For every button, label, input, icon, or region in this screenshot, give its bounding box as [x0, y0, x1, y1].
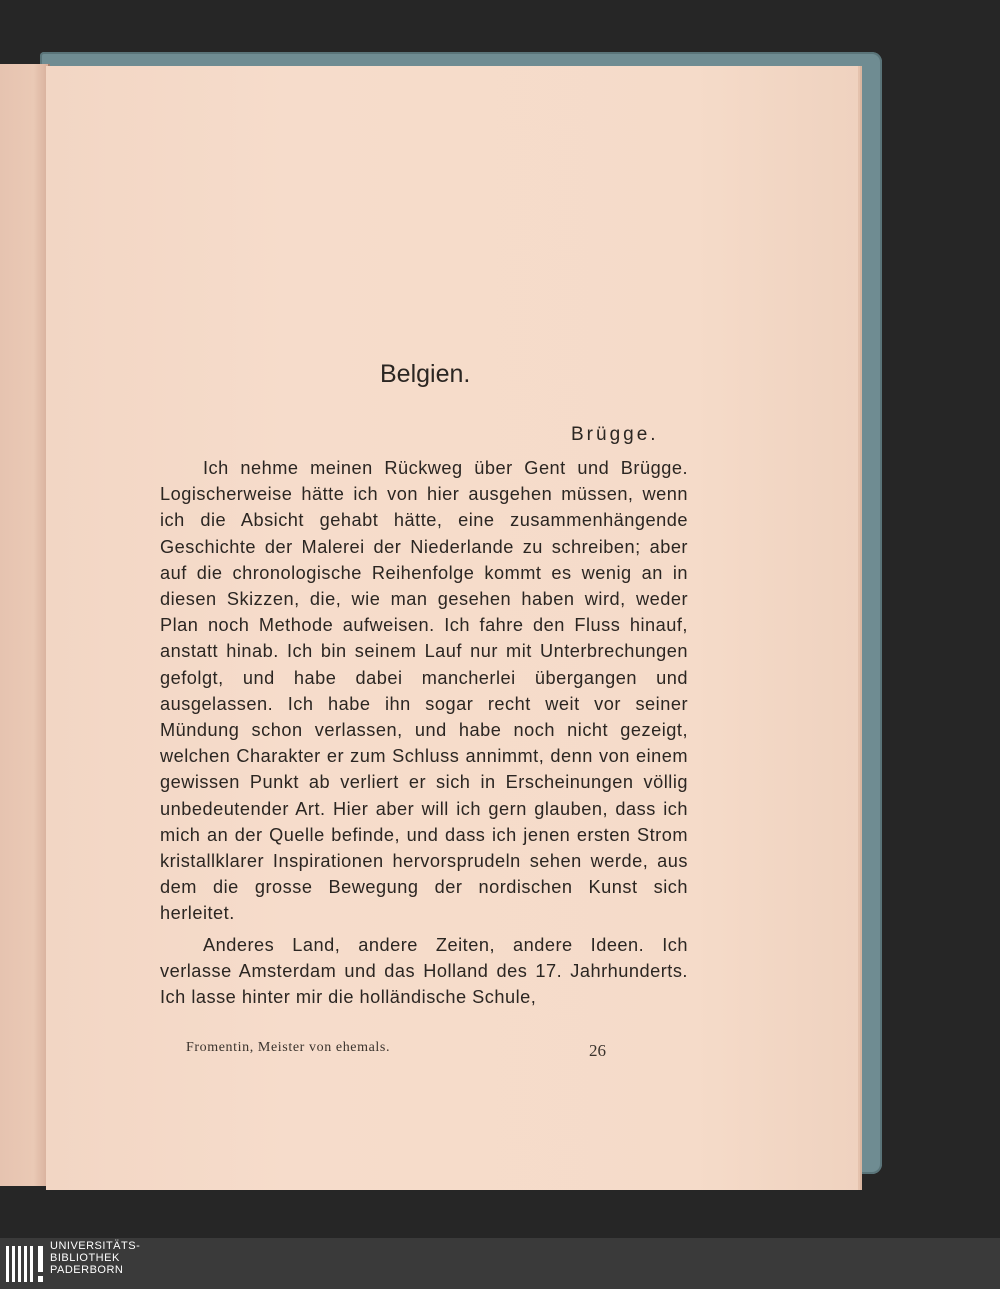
body-text — [160, 455, 688, 1015]
section-subheading: Brügge. — [571, 424, 659, 445]
left-page-edge — [0, 64, 50, 1186]
paragraph-1: Ich nehme meinen Rückweg über Gent und Brügge. Logischerweise hätte ich von hier ausgehen müssen, wenn ich die Absicht gehabt hätte, eine zusammenhängende Geschichte der Malerei der Niederlande zu schreiben; aber auf die chronologische Reihenfolge kommt es wenig an in diesen Skizzen, die, wie man gesehen haben wird, weder Plan noch Methode aufweisen. Ich fahre den Fluss hinauf, anstatt hinab. Ich bin seinem Lauf nur mit Unterbrechungen gefolgt, und habe dabei mancherlei übergangen und ausgelassen. Ich habe ihn sogar recht weit vor seiner Mündung schon verlassen, und habe noch nicht gezeigt, welchen Charakter er zum Schluss annimmt, denn von einem gewissen Punkt ab verliert er sich in Erscheinungen völlig unbedeutender Art. Hier aber will ich gern glauben, dass ich mich an der Quelle befinde, und dass ich jenen ersten Strom kristallklarer Inspirationen hervorsprudeln sehen werde, aus dem die grosse Bewegung der nordischen Kunst sich herleitet. — [160, 458, 688, 924]
footer-signature-number: 26 — [589, 1041, 606, 1060]
paragraph-2: Anderes Land, andere Zeiten, andere Ideen. Ich verlasse Amsterdam und das Holland des 17. Jahrhunderts. Ich lasse hinter mir die holländische Schule, — [160, 934, 688, 1008]
library-name-line-2: BIBLIOTHEK — [50, 1252, 120, 1264]
library-logo-icon — [4, 1242, 48, 1286]
library-banner — [0, 1238, 1000, 1289]
library-name-line-1: UNIVERSITÄTS- — [50, 1240, 141, 1252]
library-name — [50, 1240, 140, 1276]
library-name-line-3: PADERBORN — [50, 1264, 124, 1276]
footer-signature: Fromentin, Meister von ehemals. — [186, 1040, 391, 1055]
page-heading: Belgien. — [380, 360, 471, 388]
